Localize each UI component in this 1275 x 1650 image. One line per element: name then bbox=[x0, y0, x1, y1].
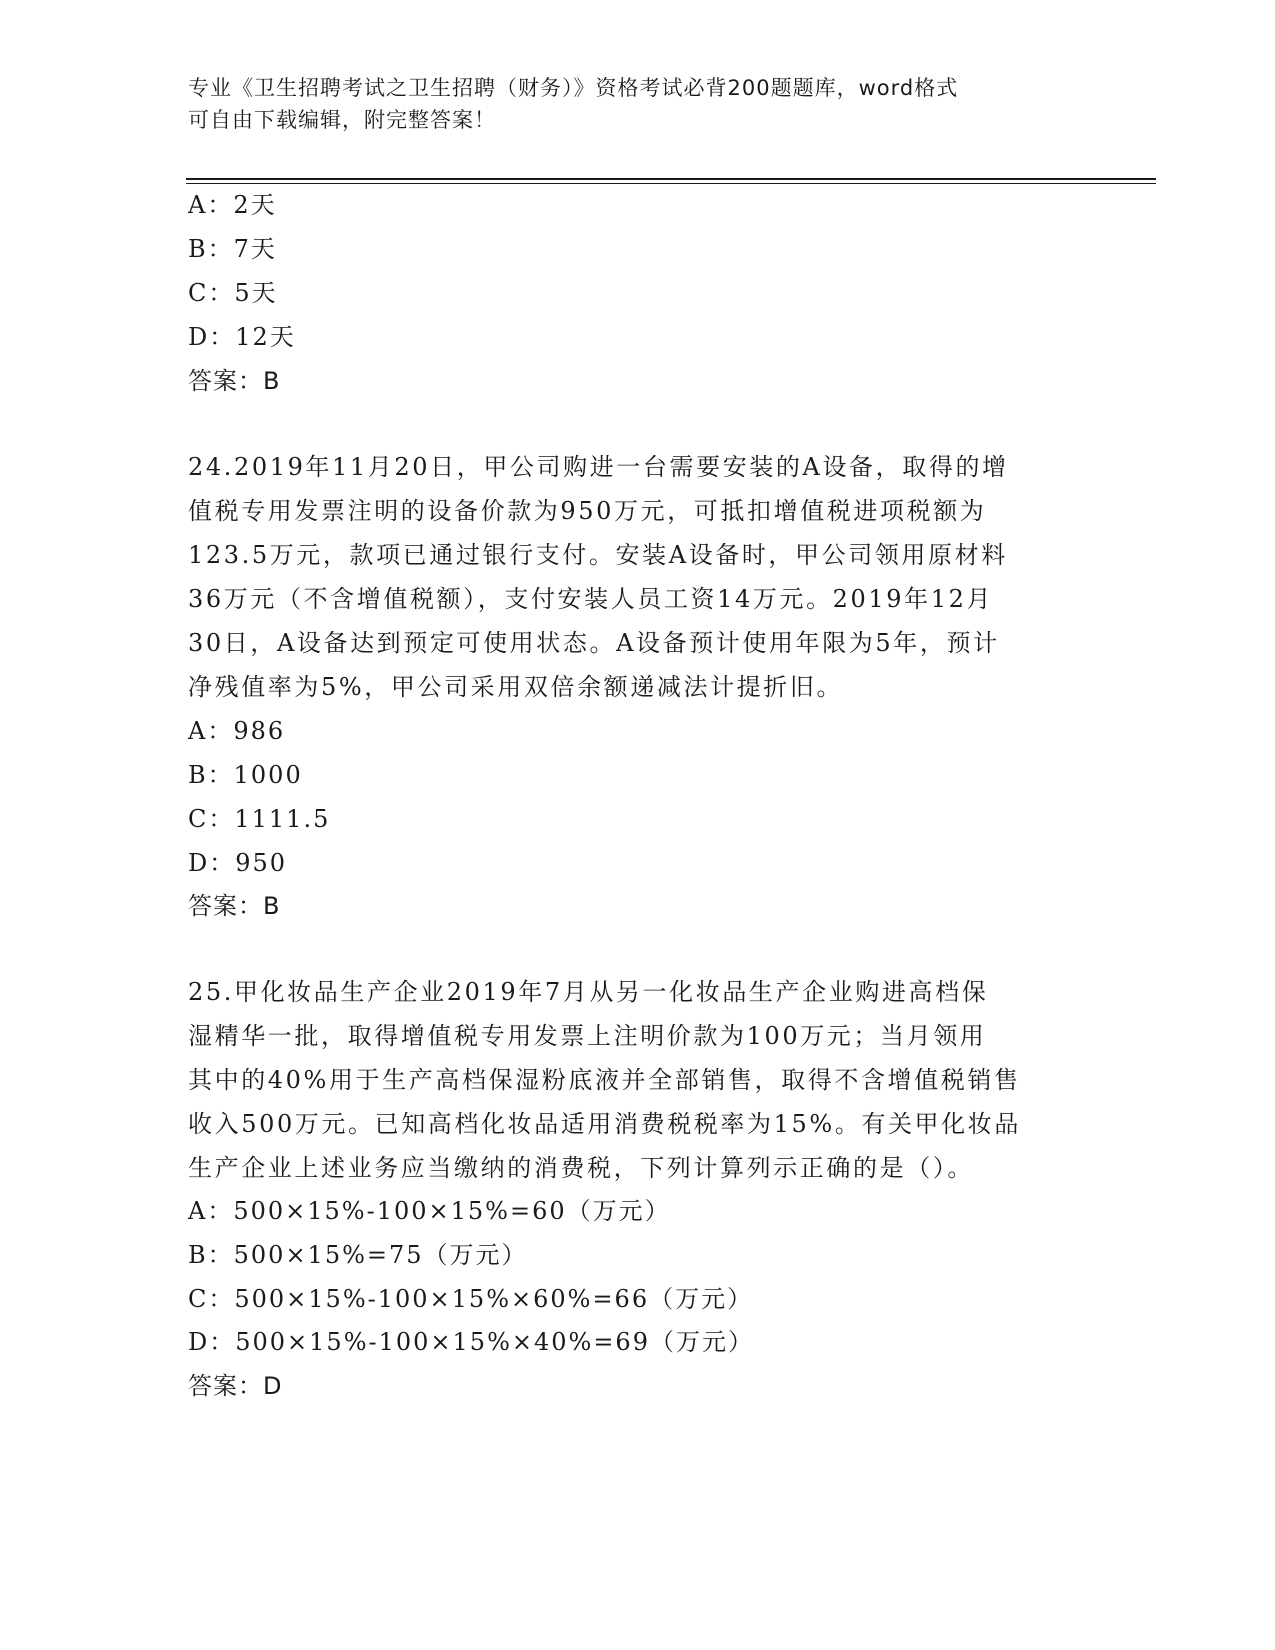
q25-stem-line-1: 25.甲化妆品生产企业2019年7月从另一化妆品生产企业购进高档保 bbox=[188, 978, 989, 1006]
header-divider-thick bbox=[186, 178, 1156, 180]
q23-option-b: B：7天 bbox=[188, 235, 277, 263]
q25-stem-line-3: 其中的40%用于生产高档保湿粉底液并全部销售，取得不含增值税销售 bbox=[188, 1066, 1021, 1094]
q25-stem-line-4: 收入500万元。已知高档化妆品适用消费税税率为15%。有关甲化妆品 bbox=[188, 1110, 1021, 1138]
q23-answer: 答案：B bbox=[188, 367, 281, 395]
q24-option-a: A：986 bbox=[188, 717, 286, 745]
header-divider-thin bbox=[186, 183, 1156, 184]
q25-option-c: C：500×15%-100×15%×60%=66（万元） bbox=[188, 1285, 754, 1313]
q24-option-d: D：950 bbox=[188, 849, 288, 877]
q25-stem-line-5: 生产企业上述业务应当缴纳的消费税，下列计算列示正确的是（）。 bbox=[188, 1154, 974, 1182]
q23-option-c: C：5天 bbox=[188, 279, 278, 307]
q24-stem-line-6: 净残值率为5%，甲公司采用双倍余额递减法计提折旧。 bbox=[188, 673, 844, 701]
q24-stem-line-3: 123.5万元，款项已通过银行支付。安装A设备时，甲公司领用原材料 bbox=[188, 541, 1008, 569]
q24-stem-line-5: 30日，A设备达到预定可使用状态。A设备预计使用年限为5年，预计 bbox=[188, 629, 1000, 657]
header-line-2: 可自由下载编辑，附完整答案！ bbox=[188, 108, 496, 132]
q25-stem-line-2: 湿精华一批，取得增值税专用发票上注明价款为100万元；当月领用 bbox=[188, 1022, 987, 1050]
q24-answer: 答案：B bbox=[188, 892, 281, 920]
q23-option-d: D：12天 bbox=[188, 323, 296, 351]
q25-option-d: D：500×15%-100×15%×40%=69（万元） bbox=[188, 1328, 754, 1356]
q24-option-b: B：1000 bbox=[188, 761, 303, 789]
q24-option-c: C：1111.5 bbox=[188, 805, 331, 833]
q25-option-a: A：500×15%-100×15%=60（万元） bbox=[188, 1197, 671, 1225]
q24-stem-line-1: 24.2019年11月20日，甲公司购进一台需要安装的A设备，取得的增 bbox=[188, 453, 1009, 481]
q24-stem-line-4: 36万元（不含增值税额），支付安装人员工资14万元。2019年12月 bbox=[188, 585, 994, 613]
q25-answer: 答案：D bbox=[188, 1372, 283, 1400]
q23-option-a: A：2天 bbox=[188, 191, 277, 219]
page-header bbox=[188, 72, 1088, 136]
header-line-1: 专业《卫生招聘考试之卫生招聘（财务）》资格考试必背200题题库，word格式 bbox=[188, 76, 959, 100]
q24-stem-line-2: 值税专用发票注明的设备价款为950万元，可抵扣增值税进项税额为 bbox=[188, 497, 987, 525]
q25-option-b: B：500×15%=75（万元） bbox=[188, 1241, 528, 1269]
